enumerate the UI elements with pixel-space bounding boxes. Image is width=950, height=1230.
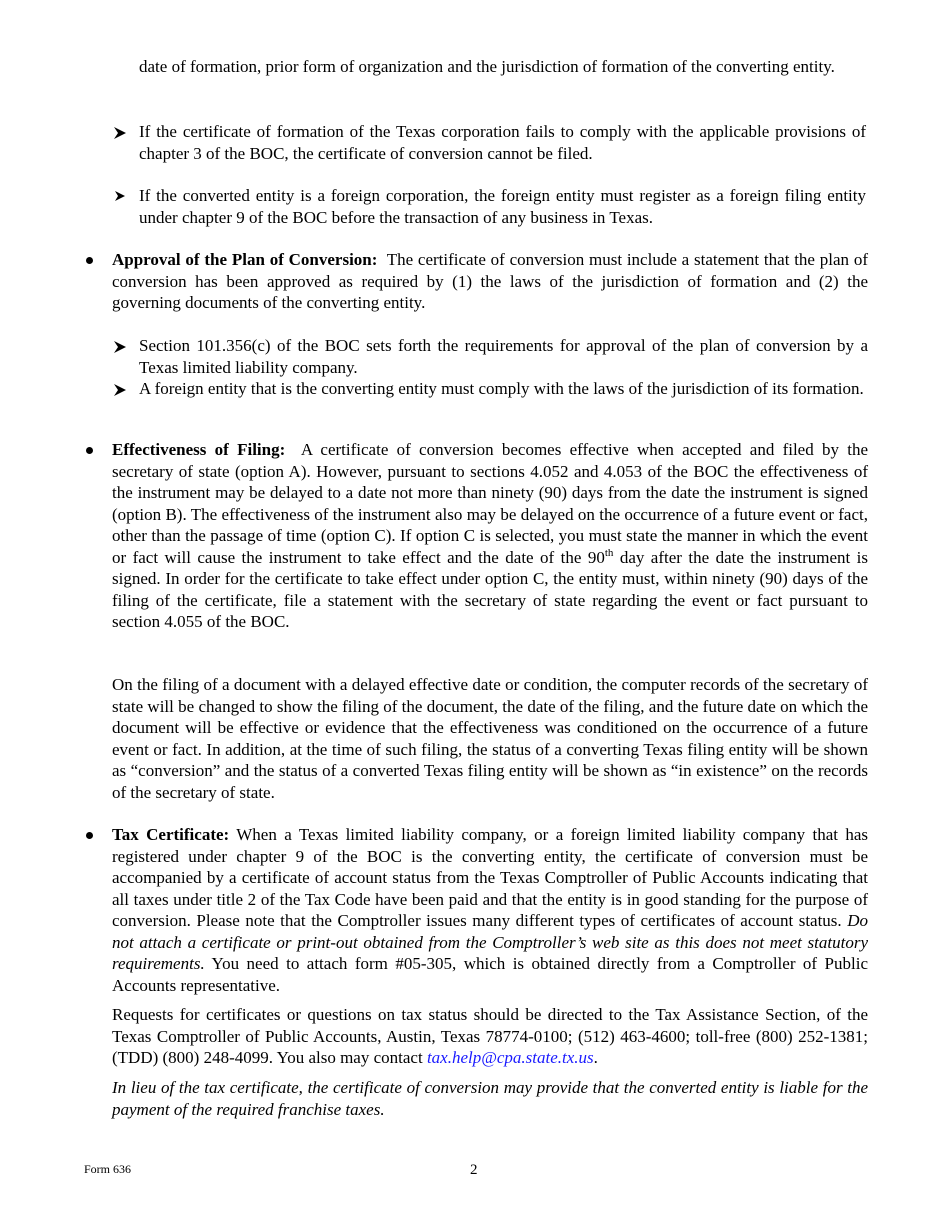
sub-bullet-text: If the certificate of formation of the Texas corporation fails to comply with the applicable provisions of chapter 3 of the BOC, the certificate of conversion cannot be filed.: [139, 122, 866, 163]
tax-para-2-text: Requests for certificates or questions on tax status should be directed to the Tax Assistance Section, of the Texas Comptroller of Public Accounts, Austin, Texas 78774-0100; (512) 463-4600; toll-free (800) 252-1381; (TDD) (800) 248-4099. You also may contact: [112, 1005, 868, 1067]
approval-section: [112, 249, 868, 314]
arrow-bullet-icon: [113, 383, 127, 397]
arrow-bullet-icon: [113, 340, 127, 354]
effectiveness-section: [112, 439, 868, 633]
sub-bullet-text: If the converted entity is a foreign corporation, the foreign entity must register as a foreign filing entity under chapter 9 of the BOC before the transaction of any business in Texas.: [139, 186, 866, 227]
arrow-bullet-icon: [113, 189, 127, 203]
tax-italic-warning: Do not attach a certificate or print-out obtained from the Comptroller’s web site as this does not meet statutory requirements.: [112, 911, 868, 973]
bullet-dot-icon: [86, 447, 93, 454]
arrow-bullet-icon: [113, 126, 127, 140]
superscript-th: th: [604, 546, 614, 559]
sub-bullet-item: [139, 185, 866, 228]
approval-text: The certificate of conversion must include a statement that the plan of conversion has been approved as required by (1) the laws of the jurisdiction of formation and (2) the governing documents of the converting entity.: [112, 250, 868, 312]
footer-page-number: 2: [470, 1162, 478, 1178]
tax-section: [112, 824, 868, 996]
effectiveness-heading: Effectiveness of Filing:: [112, 440, 286, 459]
tax-text-1: When a Texas limited liability company, or a foreign limited liability company that has registered under chapter 9 of the BOC is the converting entity, the certificate of conversion must be accompanied by a certificate of account status from the Texas Comptroller of Public Accounts indicating that all taxes under title 2 of the Tax Code have been paid and that the entity is in good standing for the purpose of conversion. Please note that the Comptroller issues many different types of certificates of account status.: [112, 825, 868, 930]
sub-bullet-text: A foreign entity that is the converting entity must comply with the laws of the jurisdiction of its formation.: [139, 379, 864, 398]
tax-paragraph-2: [112, 1004, 868, 1069]
tax-heading: Tax Certificate:: [112, 825, 230, 844]
sub-bullet-item: [139, 121, 866, 164]
bullet-dot-icon: [86, 832, 93, 839]
continuation-text: date of formation, prior form of organization and the jurisdiction of formation of the converting entity.: [139, 57, 835, 76]
tax-text-2: You need to attach form #05-305, which is obtained directly from a Comptroller of Public Accounts representative.: [112, 954, 868, 995]
sub-bullet-text: Section 101.356(c) of the BOC sets forth the requirements for approval of the plan of conversion by a Texas limited liability company.: [139, 336, 868, 377]
effectiveness-text-2: day after the date the instrument is signed. In order for the certificate to take effect under option C, the entity must, within ninety (90) days of the filing of the certificate, file a statement with the secretary of state regarding the event or fact pursuant to section 4.055 of the BOC.: [112, 547, 868, 631]
sub-bullet-item: [139, 378, 868, 400]
tax-help-email-link[interactable]: tax.help@cpa.state.tx.us: [426, 1048, 594, 1067]
tax-paragraph-3: [112, 1077, 868, 1120]
effectiveness-paragraph-2: [112, 674, 868, 803]
approval-heading: Approval of the Plan of Conversion:: [112, 250, 378, 269]
tax-para-3-text: In lieu of the tax certificate, the certificate of conversion may provide that the converted entity is liable for the payment of the required franchise taxes.: [112, 1078, 868, 1119]
sub-bullet-item: [139, 335, 868, 378]
bullet-dot-icon: [86, 257, 93, 264]
effectiveness-para-2-text: On the filing of a document with a delayed effective date or condition, the computer records of the secretary of state will be changed to show the filing of the document, the date of the filing, and the future date on which the document will be effective or evidence that the effectiveness was conditioned on the occurrence of a future event or fact. In addition, at the time of such filing, the status of a converting Texas filing entity will be shown as “conversion” and the status of a converted Texas filing entity will be shown as “in existence” on the records of the secretary of state.: [112, 675, 868, 802]
effectiveness-text-1: A certificate of conversion becomes effective when accepted and filed by the secretary of state (option A). However, pursuant to sections 4.052 and 4.053 of the BOC the effectiveness of the instrument may be delayed to a date not more than ninety (90) days from the date the instrument is signed (option B). The effectiveness of the instrument also may be delayed on the occurrence of a future event or fact, other than the passage of time (option C). If option C is selected, you must state the manner in which the event or fact will cause the instrument to take effect and the date of the 90: [112, 440, 869, 567]
continuation-paragraph: [139, 56, 867, 78]
tax-para-2-end: .: [593, 1048, 598, 1067]
footer-form-number: Form 636: [84, 1162, 132, 1176]
